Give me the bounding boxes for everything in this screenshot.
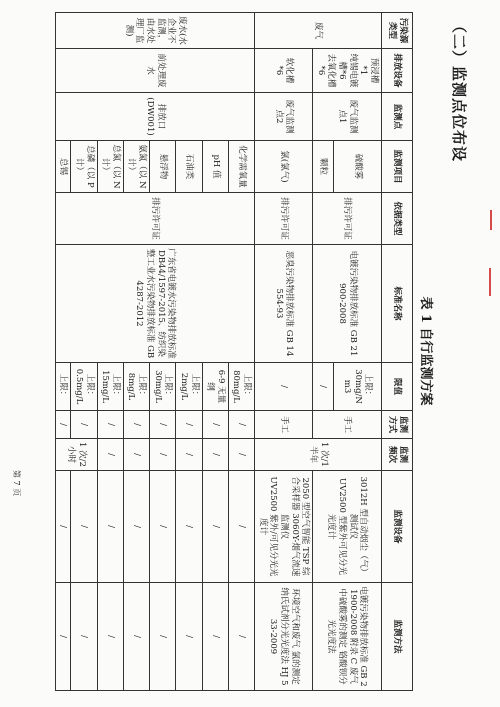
header-basis: 依据类型 xyxy=(382,193,413,245)
cell-item: 颗粒 xyxy=(313,141,333,193)
cell-mode: 手工 xyxy=(255,411,313,439)
header-method: 监测方法 xyxy=(382,583,413,691)
cell-frequency: / xyxy=(202,439,228,471)
page-number: 第 7 页 xyxy=(12,470,21,497)
cell-equipment: / xyxy=(71,471,97,583)
cell-mode: / xyxy=(55,411,71,439)
cell-mode: / xyxy=(71,411,97,439)
header-device: 排放设备 xyxy=(382,49,413,93)
cell-limit: 6-9 无量纲 xyxy=(202,363,228,411)
header-frequency: 监测频次 xyxy=(382,439,413,471)
cell-frequency: / xyxy=(176,439,202,471)
cell-item: 石油类 xyxy=(176,141,202,193)
cell-method: / xyxy=(202,583,228,691)
cell-method: / xyxy=(123,583,149,691)
cell-limit: 上限： 15mg/L xyxy=(97,363,123,411)
cell-method: 环境空气和废气 氯的测定 纳氏试剂分光光度法 HJ 533-2009 xyxy=(255,583,313,691)
cell-limit: 上限： 0.5mg/L xyxy=(71,363,97,411)
cell-limit: 上限： 30mg/L xyxy=(150,363,176,411)
cell-equipment: / xyxy=(176,471,202,583)
cell-equipment: 3012H 型自动烟尘（气）测试仪 UV2500 型紫外可见分光光度计 xyxy=(313,471,382,583)
cell-item: 总锡 xyxy=(55,141,71,193)
cell-equipment: / xyxy=(123,471,149,583)
cell-equipment: / xyxy=(97,471,123,583)
cell-frequency: 1 次/2 小时 xyxy=(55,439,97,471)
cell-equipment: / xyxy=(228,471,254,583)
cell-mode: / xyxy=(176,411,202,439)
header-equipment: 监测设备 xyxy=(382,471,413,583)
cell-mode: / xyxy=(97,411,123,439)
cell-limit: / xyxy=(313,363,333,411)
cell-basis: 排污许可证 xyxy=(313,193,382,245)
cell-mode: / xyxy=(202,411,228,439)
cell-device: 软化槽 *6 xyxy=(255,49,313,93)
cell-equipment: / xyxy=(202,471,228,583)
cell-point: 排放口 (DW001) xyxy=(55,93,254,141)
cell-method: / xyxy=(55,583,71,691)
cell-item: 悬浮物 xyxy=(150,141,176,193)
table-caption: 表 1 自行监测方案 xyxy=(418,296,433,406)
cell-limit: / xyxy=(255,363,313,411)
section-heading: （二）监测点位布设 xyxy=(450,18,468,163)
cell-device: 前处理废水 xyxy=(55,49,254,93)
cell-item: 总磷（以 P 计） xyxy=(71,141,97,193)
cell-standard: 恶臭污染物排放标准 GB 14554-93 xyxy=(255,245,313,363)
header-source-type: 污染源类型 xyxy=(382,13,413,49)
cell-method: / xyxy=(97,583,123,691)
cell-standard: 广东省电镀水污染物排放标准 DB44/1597-2015、纺织染整工业水污染物排放标准 GB 4287-2012 xyxy=(55,245,254,363)
cell-source-type: 废水(水企业不监测，由水处理厂监测) xyxy=(55,13,254,49)
cell-equipment: / xyxy=(150,471,176,583)
cell-frequency: 1 次/1 半年 xyxy=(255,439,382,471)
cell-point: 废气监测点2 xyxy=(255,93,313,141)
header-point: 监测点 xyxy=(382,93,413,141)
cell-basis: 排污许可证 xyxy=(55,193,254,245)
cell-frequency: / xyxy=(150,439,176,471)
cell-method: / xyxy=(150,583,176,691)
red-margin-mark xyxy=(490,210,492,230)
cell-limit: 上限： 80mg/L xyxy=(228,363,254,411)
cell-frequency: / xyxy=(228,439,254,471)
cell-mode: / xyxy=(228,411,254,439)
cell-limit: 上限： 2mg/L xyxy=(176,363,202,411)
cell-item: pH 值 xyxy=(202,141,228,193)
cell-equipment: / xyxy=(55,471,71,583)
cell-limit: 上限： 8mg/L xyxy=(123,363,149,411)
cell-mode: / xyxy=(123,411,149,439)
header-item: 监测项目 xyxy=(382,141,413,193)
cell-mode: 手工 xyxy=(313,411,382,439)
cell-item: 硫酸雾 xyxy=(333,141,381,193)
cell-item: 总氮（以 N 计） xyxy=(97,141,123,193)
cell-method: / xyxy=(228,583,254,691)
table-row xyxy=(255,13,313,691)
rotated-page-content xyxy=(35,8,475,694)
cell-method: 电镀污染物排放标准 GB 21900-2008 附录 C 废气中硫酸雾的测定 铬酸钡分光光度法 xyxy=(313,583,382,691)
header-mode: 监测方式 xyxy=(382,411,413,439)
cell-limit: 上限： xyxy=(55,363,71,411)
cell-method: / xyxy=(176,583,202,691)
table-header-row xyxy=(382,13,413,691)
cell-item: 化学需氧量 xyxy=(228,141,254,193)
cell-limit: 上限： 30mg/Nm3 xyxy=(333,363,381,411)
cell-equipment: 2050 型空气智能 TSP 综合采样器 3060Y-烟气流速监测仪 UV2500 紫外/可见分光光度计 xyxy=(255,471,313,583)
cell-point: 废气监测点1 xyxy=(313,93,382,141)
monitoring-plan-table xyxy=(55,12,413,691)
table-row xyxy=(228,13,254,691)
cell-item: 氯(氯气) xyxy=(255,141,313,193)
table-row xyxy=(333,13,381,691)
cell-mode: / xyxy=(150,411,176,439)
cell-item: 氨氮（以 N 计） xyxy=(123,141,149,193)
red-margin-mark xyxy=(489,268,491,296)
cell-frequency: / xyxy=(123,439,149,471)
cell-source-type: 废气 xyxy=(255,13,382,49)
cell-device: 预浸槽 *1 纯锡电镀槽*6 去氧化槽*6 xyxy=(313,49,382,93)
cell-method: / xyxy=(71,583,97,691)
header-limit: 限值 xyxy=(382,363,413,411)
cell-frequency: / xyxy=(97,439,123,471)
header-standard: 标准名称 xyxy=(382,245,413,363)
cell-basis: 排污许可证 xyxy=(255,193,313,245)
cell-standard: 电镀污染物排放标准 GB 21900-2008 xyxy=(313,245,382,363)
